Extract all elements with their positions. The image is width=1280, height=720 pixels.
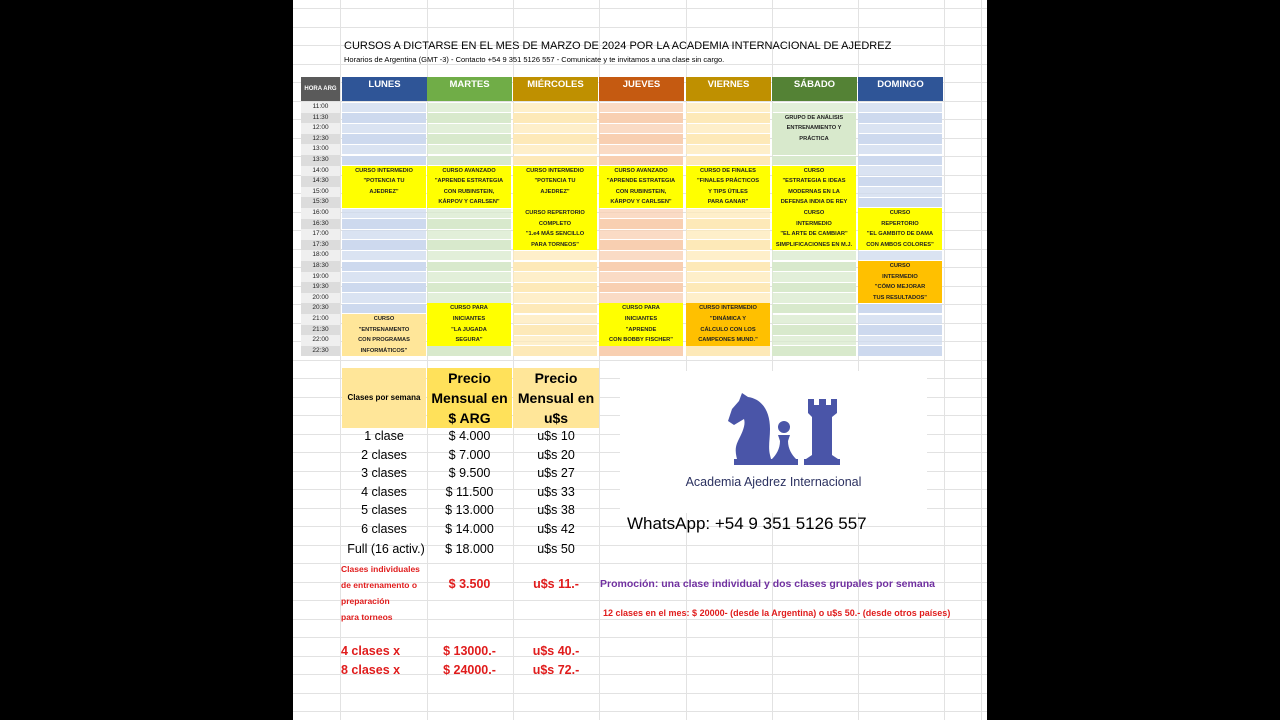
pack-price-usd: u$s 72.-: [532, 663, 580, 677]
price-row-ars: $ 14.000: [445, 521, 494, 536]
course-line: CÁLCULO CON LOS: [700, 326, 756, 333]
schedule-cell: [599, 283, 683, 293]
page-title: CURSOS A DICTARSE EN EL MES DE MARZO DE 2024 POR LA ACADEMIA INTERNACIONAL DE AJEDREZ: [344, 40, 892, 52]
schedule-cell: [599, 103, 683, 113]
schedule-cell: [686, 272, 770, 282]
schedule-cell: [342, 103, 426, 113]
schedule-cell: [513, 262, 597, 272]
price-row-label: 4 clases: [361, 484, 407, 499]
course-line: CURSO INTERMEDIO: [699, 305, 757, 312]
schedule-cell: [858, 198, 942, 208]
schedule-cell: [599, 113, 683, 123]
schedule-cell: [858, 251, 942, 261]
gridline-horizontal: [293, 8, 987, 9]
promo-detail: 12 clases en el mes: $ 20000- (desde la Argentina) o u$s 50.- (desde otros países): [603, 608, 951, 618]
schedule-cell: [858, 113, 942, 123]
schedule-cell: [513, 272, 597, 282]
schedule-cell: [427, 293, 511, 303]
price-header-ars-line3: $ ARG: [448, 410, 491, 426]
schedule-cell: [427, 272, 511, 282]
schedule-cell: [513, 145, 597, 155]
promo-text: Promoción: una clase individual y dos clases grupales por semana: [600, 578, 935, 590]
schedule-cell: [427, 113, 511, 123]
schedule-cell: [686, 293, 770, 303]
price-row-label: 3 clases: [361, 466, 407, 480]
course-line: CURSO INTERMEDIO: [355, 167, 413, 174]
pawn-base: [770, 459, 798, 465]
price-row-ars: $ 4.000: [448, 429, 491, 443]
course-line: CURSO DE FINALES: [700, 167, 756, 174]
price-row-label: 5 clases: [361, 503, 407, 517]
schedule-cell: [513, 113, 597, 123]
pawn-head: [778, 421, 790, 433]
time-label: 19:00: [301, 272, 340, 283]
schedule-cell: [858, 315, 942, 325]
schedule-cell: [513, 346, 597, 356]
schedule-cell: [686, 124, 770, 134]
course-line: "CÓMO MEJORAR: [874, 284, 926, 291]
course-line: GRUPO DE ANÁLISIS: [784, 114, 844, 121]
time-label: 16:30: [301, 219, 340, 230]
time-label: 17:30: [301, 240, 340, 251]
time-label: 15:00: [301, 187, 340, 198]
time-label: 12:00: [301, 123, 340, 134]
schedule-cell: [599, 240, 683, 250]
course-block: [686, 166, 770, 208]
course-line: DEFENSA INDIA DE REY: [780, 199, 848, 206]
course-line: "ESTRATEGIA E IDEAS: [782, 178, 846, 185]
schedule-cell: [342, 251, 426, 261]
individual-label: [341, 561, 420, 625]
schedule-cell: [427, 219, 511, 229]
price-row-ars: $ 18.000: [445, 542, 494, 556]
course-line: PARA TORNEOS": [531, 241, 579, 248]
course-block: [772, 208, 856, 250]
course-block: [599, 166, 683, 208]
price-row-usd: u$s 27: [537, 466, 575, 480]
schedule-cell: [427, 156, 511, 166]
pack-price-usd: u$s 40.-: [532, 644, 580, 658]
schedule-cell: [513, 315, 597, 325]
course-line: CURSO AVANZADO: [442, 167, 496, 174]
price-header-ars: [427, 368, 512, 428]
chess-pieces-icon: [620, 371, 927, 513]
course-line: "EL GAMBITO DE DAMA: [866, 231, 934, 238]
time-label: 20:30: [301, 303, 340, 314]
schedule-cell: [858, 325, 942, 335]
course-line: INICIANTES: [452, 315, 486, 322]
schedule-cell: [342, 304, 426, 314]
pack-label: 4 clases x: [341, 644, 401, 658]
schedule-cell: [686, 251, 770, 261]
course-line: CURSO PARA: [622, 305, 660, 312]
schedule-cell: [686, 113, 770, 123]
price-row-usd: u$s 33: [537, 484, 575, 499]
logo-name: Academia Ajedrez Internacional: [685, 475, 862, 489]
time-label: 21:00: [301, 314, 340, 325]
course-block: [686, 303, 770, 345]
course-line: ENTRENAMIENTO Y: [786, 125, 842, 132]
schedule-cell: [427, 124, 511, 134]
course-line: CURSO: [889, 210, 911, 216]
time-label: 18:00: [301, 250, 340, 261]
schedule-cell: [772, 304, 856, 314]
day-header-3: JUEVES: [599, 77, 684, 101]
individual-label-line2: de entrenamento o: [341, 580, 418, 590]
course-line: Y TIPS ÚTILES: [708, 188, 748, 195]
rook-base: [804, 459, 840, 465]
schedule-cell: [599, 293, 683, 303]
gridline-horizontal: [293, 711, 987, 712]
price-header-usd-line3: u$s: [543, 410, 569, 426]
price-header-usd-line2: Mensual en: [517, 390, 595, 406]
course-block: [342, 314, 426, 356]
schedule-cell: [342, 156, 426, 166]
schedule-cell: [427, 262, 511, 272]
time-label: 22:30: [301, 346, 340, 357]
price-row-label: 2 clases: [361, 447, 407, 462]
schedule-cell: [858, 346, 942, 356]
price-row-label: 1 clase: [364, 429, 404, 443]
schedule-cell: [686, 240, 770, 250]
schedule-cell: [599, 346, 683, 356]
course-line: CURSO: [803, 210, 825, 216]
course-line: CON RUBINSTEIN,: [615, 188, 667, 195]
course-line: CURSO PARA: [450, 305, 488, 312]
schedule-cell: [858, 177, 942, 187]
price-header-usd: [513, 368, 599, 428]
schedule-cell: [599, 124, 683, 134]
course-line: "EL ARTE DE CAMBIAR": [780, 231, 848, 238]
course-block: [342, 166, 426, 208]
pack-label: 8 clases x: [341, 663, 401, 677]
individual-label-line4: para torneos: [341, 612, 393, 622]
course-block: [858, 261, 942, 303]
schedule-cell: [427, 346, 511, 356]
schedule-cell: [772, 251, 856, 261]
schedule-cell: [599, 134, 683, 144]
course-line: KÁRPOV Y CARLSEN": [610, 199, 672, 206]
course-line: PARA GANAR": [707, 199, 749, 206]
schedule-cell: [686, 209, 770, 219]
course-line: "FINALES PRÁCTICOS: [696, 178, 760, 185]
schedule-cell: [858, 156, 942, 166]
knight-base: [734, 459, 776, 465]
day-header-6: DOMINGO: [858, 77, 943, 101]
course-line: "ENTRENAMENTO: [358, 326, 410, 333]
schedule-cell: [599, 272, 683, 282]
price-row-usd: u$s 38: [537, 503, 575, 517]
schedule-cell: [513, 293, 597, 303]
course-line: INTERMEDIO: [882, 273, 918, 280]
gridline-horizontal: [293, 637, 987, 638]
logo-block: [620, 371, 927, 513]
pack-price-ars: $ 24000.-: [443, 663, 496, 677]
schedule-cell: [858, 134, 942, 144]
schedule-cell: [513, 124, 597, 134]
time-label: 15:30: [301, 197, 340, 208]
course-line: CON RUBINSTEIN,: [443, 188, 495, 195]
time-label: 19:30: [301, 282, 340, 293]
course-line: AJEDREZ": [369, 188, 399, 195]
price-row-label: 6 clases: [361, 521, 407, 536]
schedule-cell: [342, 240, 426, 250]
time-label: 11:30: [301, 113, 340, 124]
schedule-cell: [513, 283, 597, 293]
course-line: CON PROGRAMAS: [358, 337, 410, 344]
price-row-label: Full (16 activ.): [347, 542, 425, 556]
time-label: 13:00: [301, 144, 340, 155]
gridline-horizontal: [293, 693, 987, 694]
price-row-ars: $ 9.500: [448, 466, 491, 480]
course-line: "1.e4 MÁS SENCILLO: [525, 231, 585, 238]
schedule-cell: [772, 325, 856, 335]
schedule-cell: [772, 346, 856, 356]
course-block: [513, 166, 597, 208]
schedule-cell: [427, 230, 511, 240]
schedule-cell: [513, 251, 597, 261]
schedule-cell: [342, 209, 426, 219]
time-label: 20:00: [301, 293, 340, 304]
course-line: COMPLETO: [538, 220, 572, 227]
schedule-cell: [772, 315, 856, 325]
price-row-usd: u$s 50: [537, 542, 575, 556]
schedule-cell: [686, 346, 770, 356]
course-block: [599, 303, 683, 345]
schedule-cell: [427, 209, 511, 219]
schedule-cell: [599, 230, 683, 240]
knight-piece: [728, 393, 772, 463]
time-label: 14:00: [301, 166, 340, 177]
schedule-cell: [342, 272, 426, 282]
schedule-cell: [599, 209, 683, 219]
page-subtitle: Horarios de Argentina (GMT -3) - Contacto +54 9 351 5126 557 - Comunicate y te invitamos a una clase sin cargo.: [344, 55, 725, 64]
schedule-cell: [772, 272, 856, 282]
course-line: SIMPLIFICACIONES EN M.J.: [775, 241, 853, 248]
course-line: INICIANTES: [624, 315, 658, 322]
schedule-cell: [342, 145, 426, 155]
schedule-cell: [427, 240, 511, 250]
schedule-cell: [513, 134, 597, 144]
course-block: [772, 113, 856, 155]
day-header-2: MIÉRCOLES: [513, 77, 598, 101]
schedule-cell: [513, 103, 597, 113]
individual-label-line3: preparación: [341, 596, 390, 606]
course-line: INFORMÁTICOS": [360, 347, 408, 354]
day-header-0: LUNES: [342, 77, 427, 101]
course-block: [427, 303, 511, 345]
price-row-ars: $ 11.500: [445, 484, 494, 499]
schedule-cell: [599, 156, 683, 166]
time-label: 11:00: [301, 102, 340, 113]
schedule-cell: [858, 304, 942, 314]
day-header-1: MARTES: [427, 77, 512, 101]
price-row-ars: $ 7.000: [448, 447, 491, 462]
course-block: [513, 208, 597, 250]
schedule-cell: [858, 187, 942, 197]
schedule-cell: [342, 113, 426, 123]
schedule-cell: [342, 262, 426, 272]
schedule-cell: [342, 219, 426, 229]
course-line: MODERNAS EN LA: [788, 188, 840, 195]
individual-price-usd: u$s 11.-: [533, 577, 579, 591]
schedule-cell: [686, 134, 770, 144]
time-label: 22:00: [301, 335, 340, 346]
schedule-cell: [772, 336, 856, 346]
course-block: [427, 166, 511, 208]
course-line: PRÁCTICA: [799, 135, 829, 142]
course-line: "DINÁMICA Y: [709, 315, 747, 322]
time-label: 12:30: [301, 134, 340, 145]
time-label: 16:00: [301, 208, 340, 219]
schedule-cell: [427, 251, 511, 261]
schedule-cell: [686, 230, 770, 240]
schedule-cell: [686, 103, 770, 113]
schedule-cell: [772, 103, 856, 113]
course-line: CURSO AVANZADO: [614, 167, 668, 174]
individual-price-ars: $ 3.500: [448, 577, 491, 591]
gridline-horizontal: [293, 64, 987, 65]
schedule-cell: [427, 134, 511, 144]
course-line: KÁRPOV Y CARLSEN": [438, 199, 500, 206]
course-line: CURSO: [889, 263, 911, 269]
course-block: [858, 208, 942, 250]
schedule-cell: [599, 251, 683, 261]
course-block: [772, 166, 856, 208]
price-row-usd: u$s 10: [537, 429, 575, 443]
course-line: CURSO REPERTORIO: [525, 210, 585, 216]
schedule-cell: [427, 103, 511, 113]
course-line: "APRENDE ESTRATEGIA: [434, 178, 504, 185]
schedule-cell: [858, 124, 942, 134]
schedule-cell: [686, 262, 770, 272]
schedule-cell: [513, 336, 597, 346]
price-header-ars-line2: Mensual en: [431, 390, 508, 406]
course-line: CURSO: [373, 316, 395, 322]
course-line: CURSO: [803, 167, 825, 174]
schedule-cell: [599, 219, 683, 229]
schedule-cell: [686, 219, 770, 229]
price-row-usd: u$s 42: [537, 521, 575, 536]
course-line: "POTENCIA TU: [363, 178, 405, 185]
time-label: 13:30: [301, 155, 340, 166]
schedule-cell: [772, 293, 856, 303]
schedule-cell: [599, 145, 683, 155]
course-line: CAMPEONES MUND.": [698, 337, 758, 344]
price-row-ars: $ 13.000: [445, 503, 494, 517]
course-line: CURSO INTERMEDIO: [526, 167, 584, 174]
course-line: AJEDREZ": [540, 188, 570, 195]
time-label: 18:30: [301, 261, 340, 272]
schedule-cell: [513, 304, 597, 314]
schedule-cell: [858, 166, 942, 176]
time-label: 17:00: [301, 229, 340, 240]
whatsapp-contact: WhatsApp: +54 9 351 5126 557: [627, 514, 867, 533]
course-line: "APRENDE: [625, 326, 657, 333]
schedule-cell: [342, 134, 426, 144]
gridline-horizontal: [293, 360, 987, 361]
schedule-cell: [513, 325, 597, 335]
course-line: REPERTORIO: [881, 220, 919, 227]
course-line: INTERMEDIO: [796, 220, 832, 227]
course-line: "APRENDE ESTRATEGIA: [606, 178, 676, 185]
course-line: "LA JUGADA: [451, 326, 487, 333]
gridline-horizontal: [293, 27, 987, 28]
pawn-body: [772, 435, 796, 459]
spreadsheet-sheet: [293, 0, 987, 720]
schedule-cell: [599, 262, 683, 272]
course-line: "POTENCIA TU: [534, 178, 576, 185]
price-header-weekly: Clases por semana: [342, 368, 426, 428]
price-row-usd: u$s 20: [537, 447, 575, 462]
time-label: 14:30: [301, 176, 340, 187]
schedule-cell: [772, 262, 856, 272]
schedule-cell: [342, 283, 426, 293]
schedule-cell: [342, 293, 426, 303]
schedule-cell: [427, 283, 511, 293]
schedule-cell: [513, 156, 597, 166]
schedule-cell: [427, 145, 511, 155]
time-label: 21:30: [301, 325, 340, 336]
rook-piece: [806, 399, 838, 459]
hour-header: HORA ARG: [301, 77, 340, 101]
course-line: CON BOBBY FISCHER": [609, 337, 673, 344]
schedule-cell: [686, 156, 770, 166]
day-header-4: VIERNES: [686, 77, 771, 101]
day-header-5: SÁBADO: [772, 77, 857, 101]
schedule-cell: [772, 283, 856, 293]
price-header-ars-line1: Precio: [448, 370, 491, 386]
schedule-cell: [858, 145, 942, 155]
course-line: CON AMBOS COLORES": [866, 241, 934, 248]
course-line: SEGURA": [455, 337, 483, 344]
schedule-cell: [342, 230, 426, 240]
schedule-cell: [772, 156, 856, 166]
individual-label-line1: Clases individuales: [341, 564, 420, 574]
pack-price-ars: $ 13000.-: [443, 644, 496, 658]
schedule-cell: [858, 103, 942, 113]
schedule-cell: [342, 124, 426, 134]
schedule-cell: [686, 145, 770, 155]
price-header-usd-line1: Precio: [534, 370, 578, 386]
schedule-cell: [686, 283, 770, 293]
schedule-cell: [858, 336, 942, 346]
course-line: TUS RESULTADOS": [873, 294, 927, 301]
